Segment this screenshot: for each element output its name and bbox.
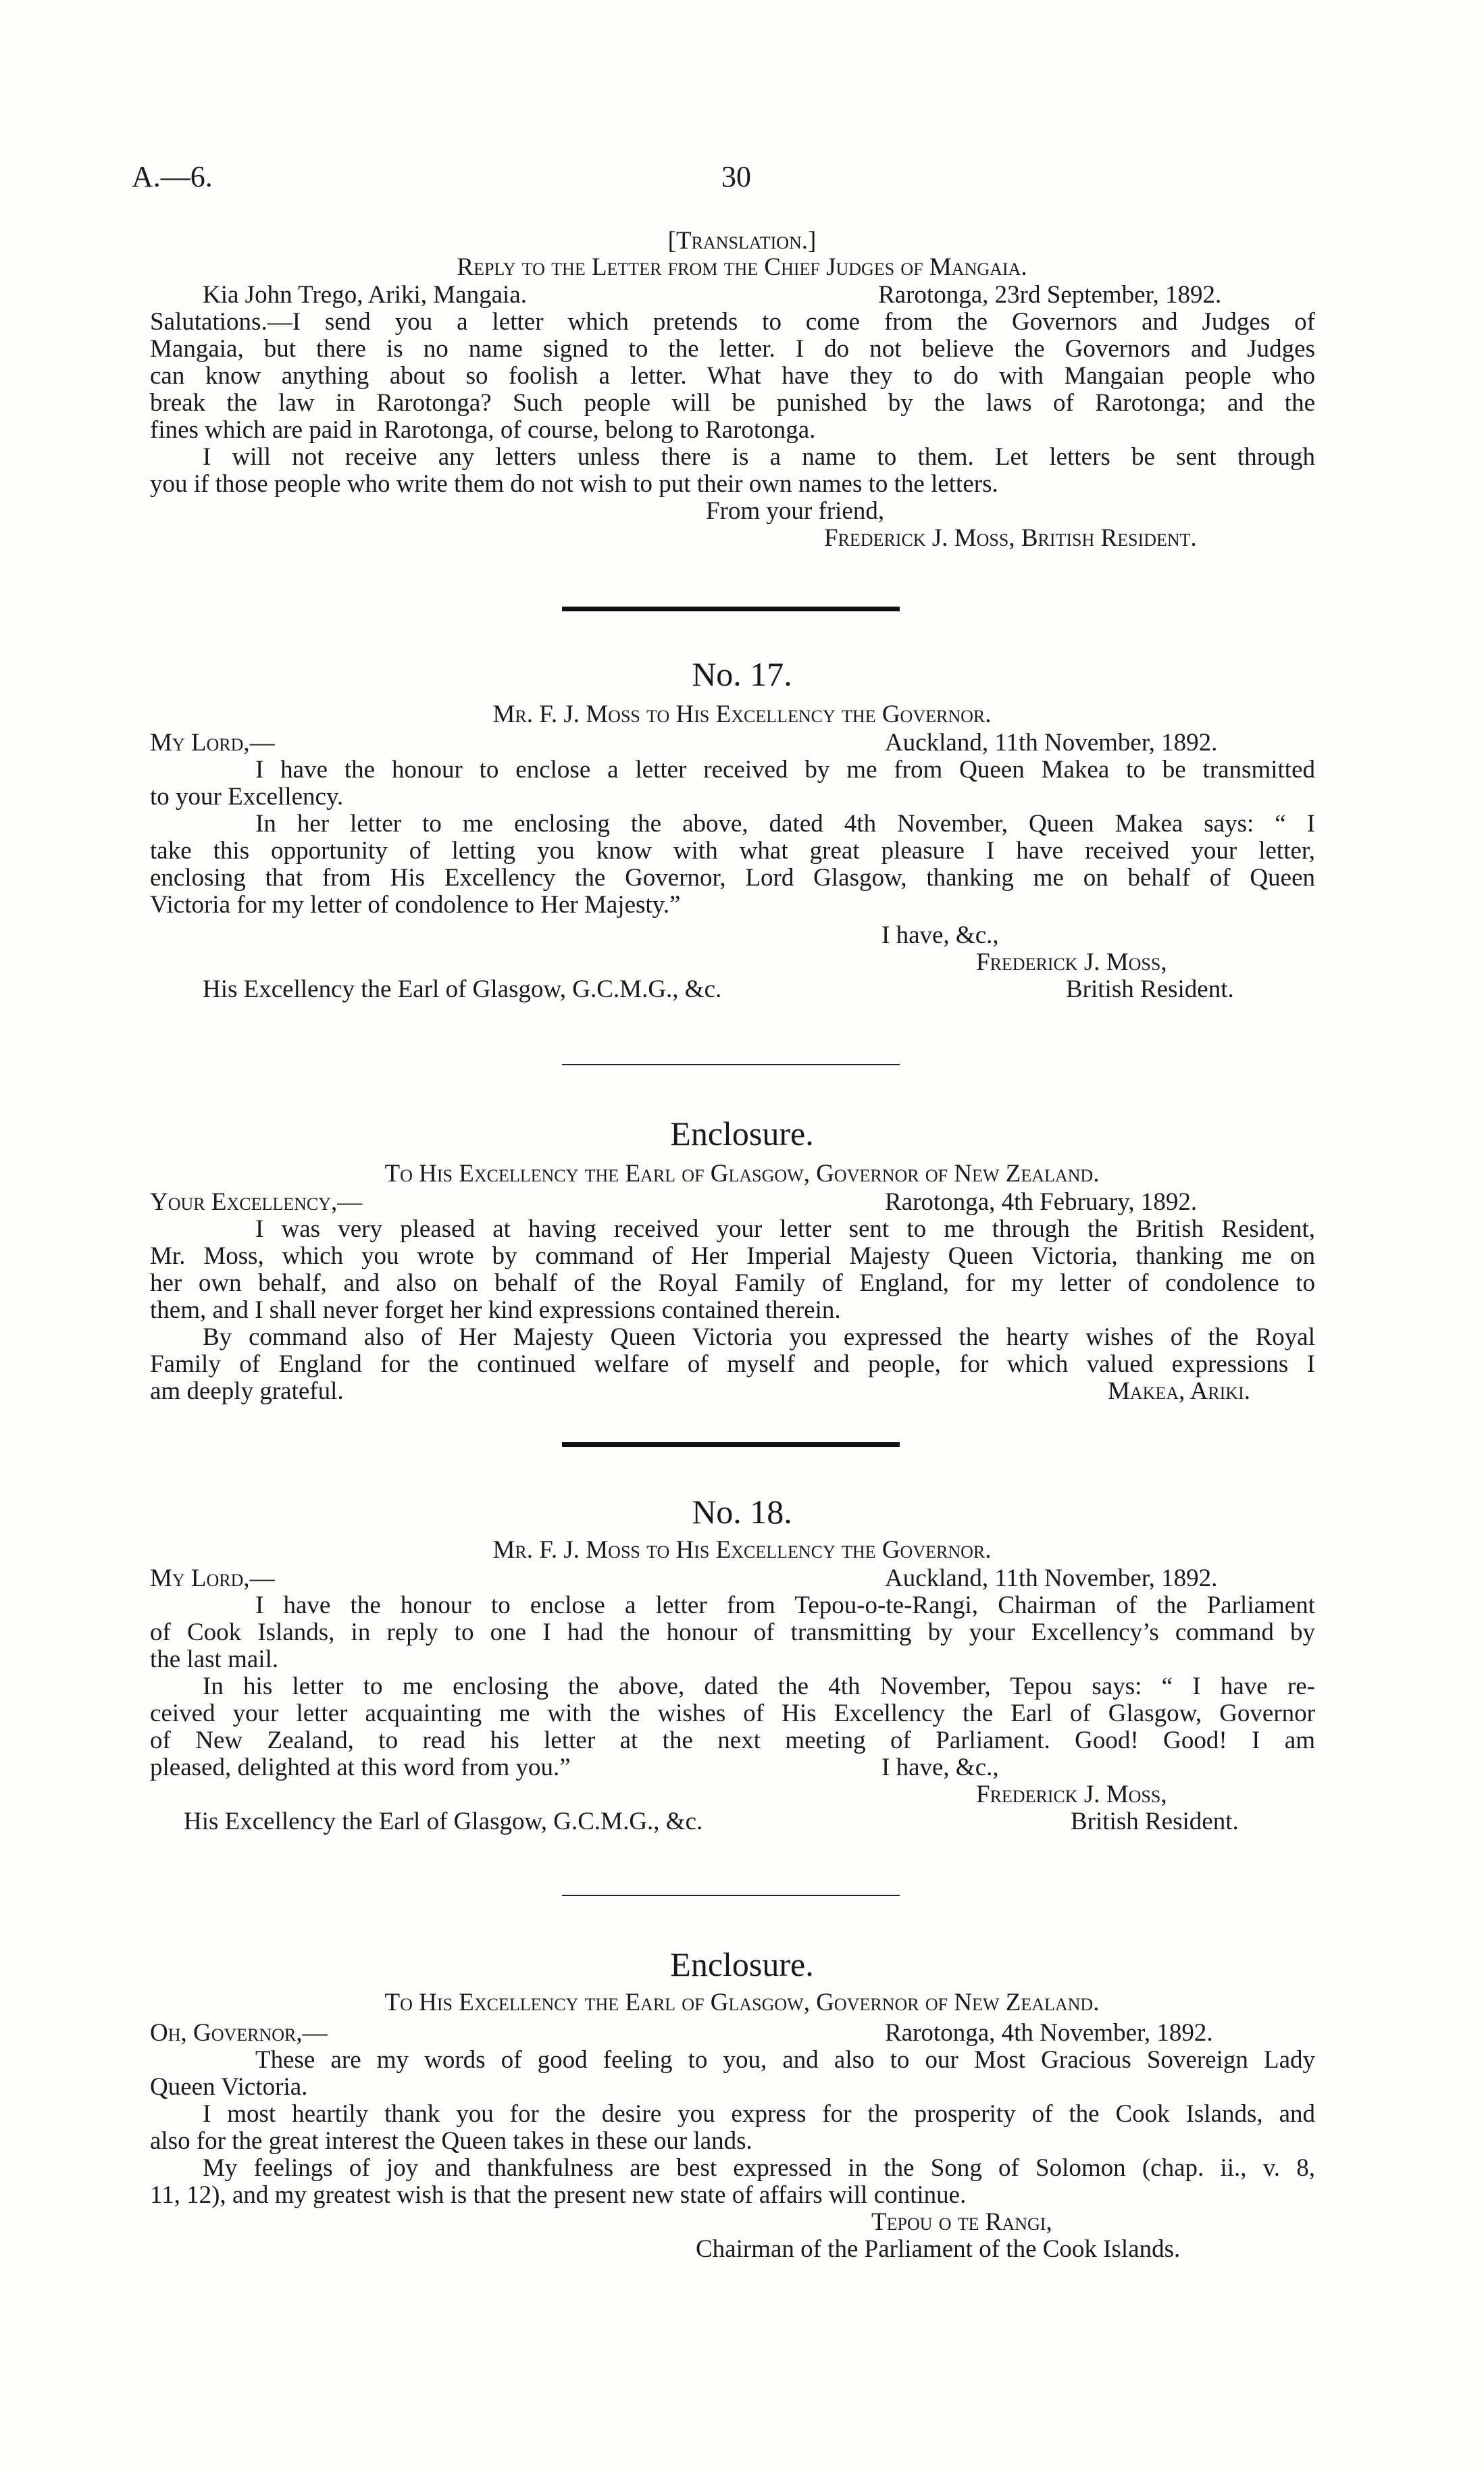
page-number: 30 (721, 160, 751, 193)
translation-signature: Frederick J. Moss, British Resident. (824, 524, 1197, 552)
no18-para2-line-4: pleased, delighted at this word from you.” (150, 1754, 571, 1781)
no18-heading: No. 18. (692, 1493, 792, 1531)
translation-title: Reply to the Letter from the Chief Judges of Mangaia. (457, 253, 1027, 281)
no17-para2-line-4: Victoria for my letter of condolence to Her Majesty.” (150, 891, 681, 919)
no17-heading: No. 17. (692, 655, 792, 693)
enclosure1-signature: Makea, Ariki. (1108, 1377, 1250, 1405)
translation-line-1: Salutations.—I send you a letter which pretends to come from the Governors and Judges of (150, 308, 1315, 336)
no18-signer-title: British Resident. (1071, 1808, 1239, 1835)
no17-para2-line-2: take this opportunity of letting you know with what great pleasure I have received your letter, (150, 837, 1315, 865)
enclosure2-signer-title: Chairman of the Parliament of the Cook Islands. (696, 2235, 1181, 2263)
translation-line-3: can know anything about so foolish a letter. What have they to do with Mangaian people who (150, 362, 1315, 390)
no17-para2-line-1: In her letter to me enclosing the above, dated 4th November, Queen Makea says: “ I (255, 810, 1315, 838)
enclosure1-heading: Enclosure. (670, 1115, 814, 1152)
enclosure2-para1-line-1: These are my words of good feeling to you, and also to our Most Gracious Sovereign Lady (255, 2046, 1315, 2074)
no18-para2-line-3: of New Zealand, to read his letter at the next meeting of Parliament. Good! Good! I am (150, 1727, 1315, 1754)
enclosure2-signer: Tepou o te Rangi, (871, 2208, 1052, 2236)
no18-para1-line-1: I have the honour to enclose a letter from Tepou-o-te-Rangi, Chairman of the Parliament (255, 1591, 1315, 1619)
translation-para2-line-1: I will not receive any letters unless there is a name to them. Let letters be sent through (203, 443, 1315, 471)
no17-para1-line-1: I have the honour to enclose a letter received by me from Queen Makea to be transmitted (255, 756, 1315, 784)
no17-salutation: My Lord,— (150, 729, 275, 757)
enclosure2-heading: Enclosure. (670, 1945, 814, 1983)
translation-addressee: Kia John Trego, Ariki, Mangaia. (203, 281, 527, 309)
enclosure1-para2-line-1: By command also of Her Majesty Queen Victoria you expressed the hearty wishes of the Royal (203, 1323, 1315, 1351)
enclosure2-para3-line-2: 11, 12), and my greatest wish is that the present new state of affairs will continue. (150, 2181, 967, 2209)
enclosure2-subtitle: To His Excellency the Earl of Glasgow, Governor of New Zealand. (384, 1989, 1100, 2016)
enclosure1-subtitle: To His Excellency the Earl of Glasgow, Governor of New Zealand. (384, 1160, 1100, 1188)
translation-line-5: fines which are paid in Rarotonga, of course, belong to Rarotonga. (150, 416, 816, 444)
enclosure2-para3-line-1: My feelings of joy and thankfulness are best expressed in the Song of Solomon (chap. ii., v. 8, (203, 2154, 1315, 2182)
no17-place-date: Auckland, 11th November, 1892. (885, 729, 1218, 757)
no18-signer: Frederick J. Moss, (976, 1781, 1167, 1808)
no17-signer: Frederick J. Moss, (976, 948, 1167, 976)
enclosure1-para2-line-3: am deeply grateful. (150, 1377, 344, 1405)
no17-subtitle: Mr. F. J. Moss to His Excellency the Governor. (492, 700, 992, 728)
no18-subtitle: Mr. F. J. Moss to His Excellency the Governor. (492, 1536, 992, 1564)
section-divider-thin-2 (562, 1895, 900, 1896)
no18-para2-line-2: ceived your letter acquainting me with the wishes of His Excellency the Earl of Glasgow, Governor (150, 1700, 1315, 1727)
no18-salutation: My Lord,— (150, 1564, 275, 1592)
no17-recipient: His Excellency the Earl of Glasgow, G.C.M.G., &c. (203, 975, 722, 1003)
translation-line-2: Mangaia, but there is no name signed to the letter. I do not believe the Governors and Judges (150, 335, 1315, 363)
no18-closing: I have, &c., (881, 1754, 999, 1781)
section-divider-thick (562, 607, 900, 611)
no17-closing: I have, &c., (881, 921, 999, 949)
enclosure1-para2-line-2: Family of England for the continued welfare of myself and people, for which valued expressions I (150, 1350, 1315, 1378)
translation-place-date: Rarotonga, 23rd September, 1892. (878, 281, 1222, 309)
no18-place-date: Auckland, 11th November, 1892. (885, 1564, 1218, 1592)
section-divider-thick-2 (562, 1442, 900, 1447)
translation-tag: [Translation.] (667, 227, 817, 255)
enclosure2-para2-line-1: I most heartily thank you for the desire you express for the prosperity of the Cook Islands, and (203, 2100, 1315, 2128)
no18-recipient: His Excellency the Earl of Glasgow, G.C.M.G., &c. (184, 1808, 703, 1835)
enclosure2-place-date: Rarotonga, 4th November, 1892. (885, 2019, 1213, 2047)
enclosure1-para1-line-2: Mr. Moss, which you wrote by command of Her Imperial Majesty Queen Victoria, thanking me on (150, 1242, 1315, 1270)
enclosure1-para1-line-3: her own behalf, and also on behalf of the Royal Family of England, for my letter of condolence to (150, 1269, 1315, 1297)
translation-para2-line-2: you if those people who write them do not wish to put their own names to the letters. (150, 470, 998, 498)
no17-signer-title: British Resident. (1066, 975, 1234, 1003)
no17-para2-line-3: enclosing that from His Excellency the Governor, Lord Glasgow, thanking me on behalf of Queen (150, 864, 1315, 892)
no18-para2-line-1: In his letter to me enclosing the above, dated the 4th November, Tepou says: “ I have re- (203, 1673, 1315, 1700)
enclosure1-place-date: Rarotonga, 4th February, 1892. (885, 1188, 1198, 1216)
section-divider-thin (562, 1064, 900, 1065)
translation-closing: From your friend, (706, 497, 885, 525)
enclosure2-para2-line-2: also for the great interest the Queen takes in these our lands. (150, 2127, 752, 2155)
enclosure2-para1-line-2: Queen Victoria. (150, 2073, 308, 2101)
enclosure2-salutation: Oh, Governor,— (150, 2019, 328, 2047)
no17-para1-line-2: to your Excellency. (150, 783, 344, 811)
no18-para1-line-3: the last mail. (150, 1646, 279, 1673)
no18-para1-line-2: of Cook Islands, in reply to one I had the honour of transmitting by your Excellency’s command by (150, 1618, 1315, 1646)
enclosure1-para1-line-1: I was very pleased at having received your letter sent to me through the British Resident, (255, 1215, 1315, 1243)
enclosure1-para1-line-4: them, and I shall never forget her kind expressions contained therein. (150, 1296, 841, 1324)
translation-line-4: break the law in Rarotonga? Such people will be punished by the laws of Rarotonga; and the (150, 389, 1315, 417)
enclosure1-salutation: Your Excellency,— (150, 1188, 363, 1216)
page-reference: A.—6. (132, 160, 213, 193)
